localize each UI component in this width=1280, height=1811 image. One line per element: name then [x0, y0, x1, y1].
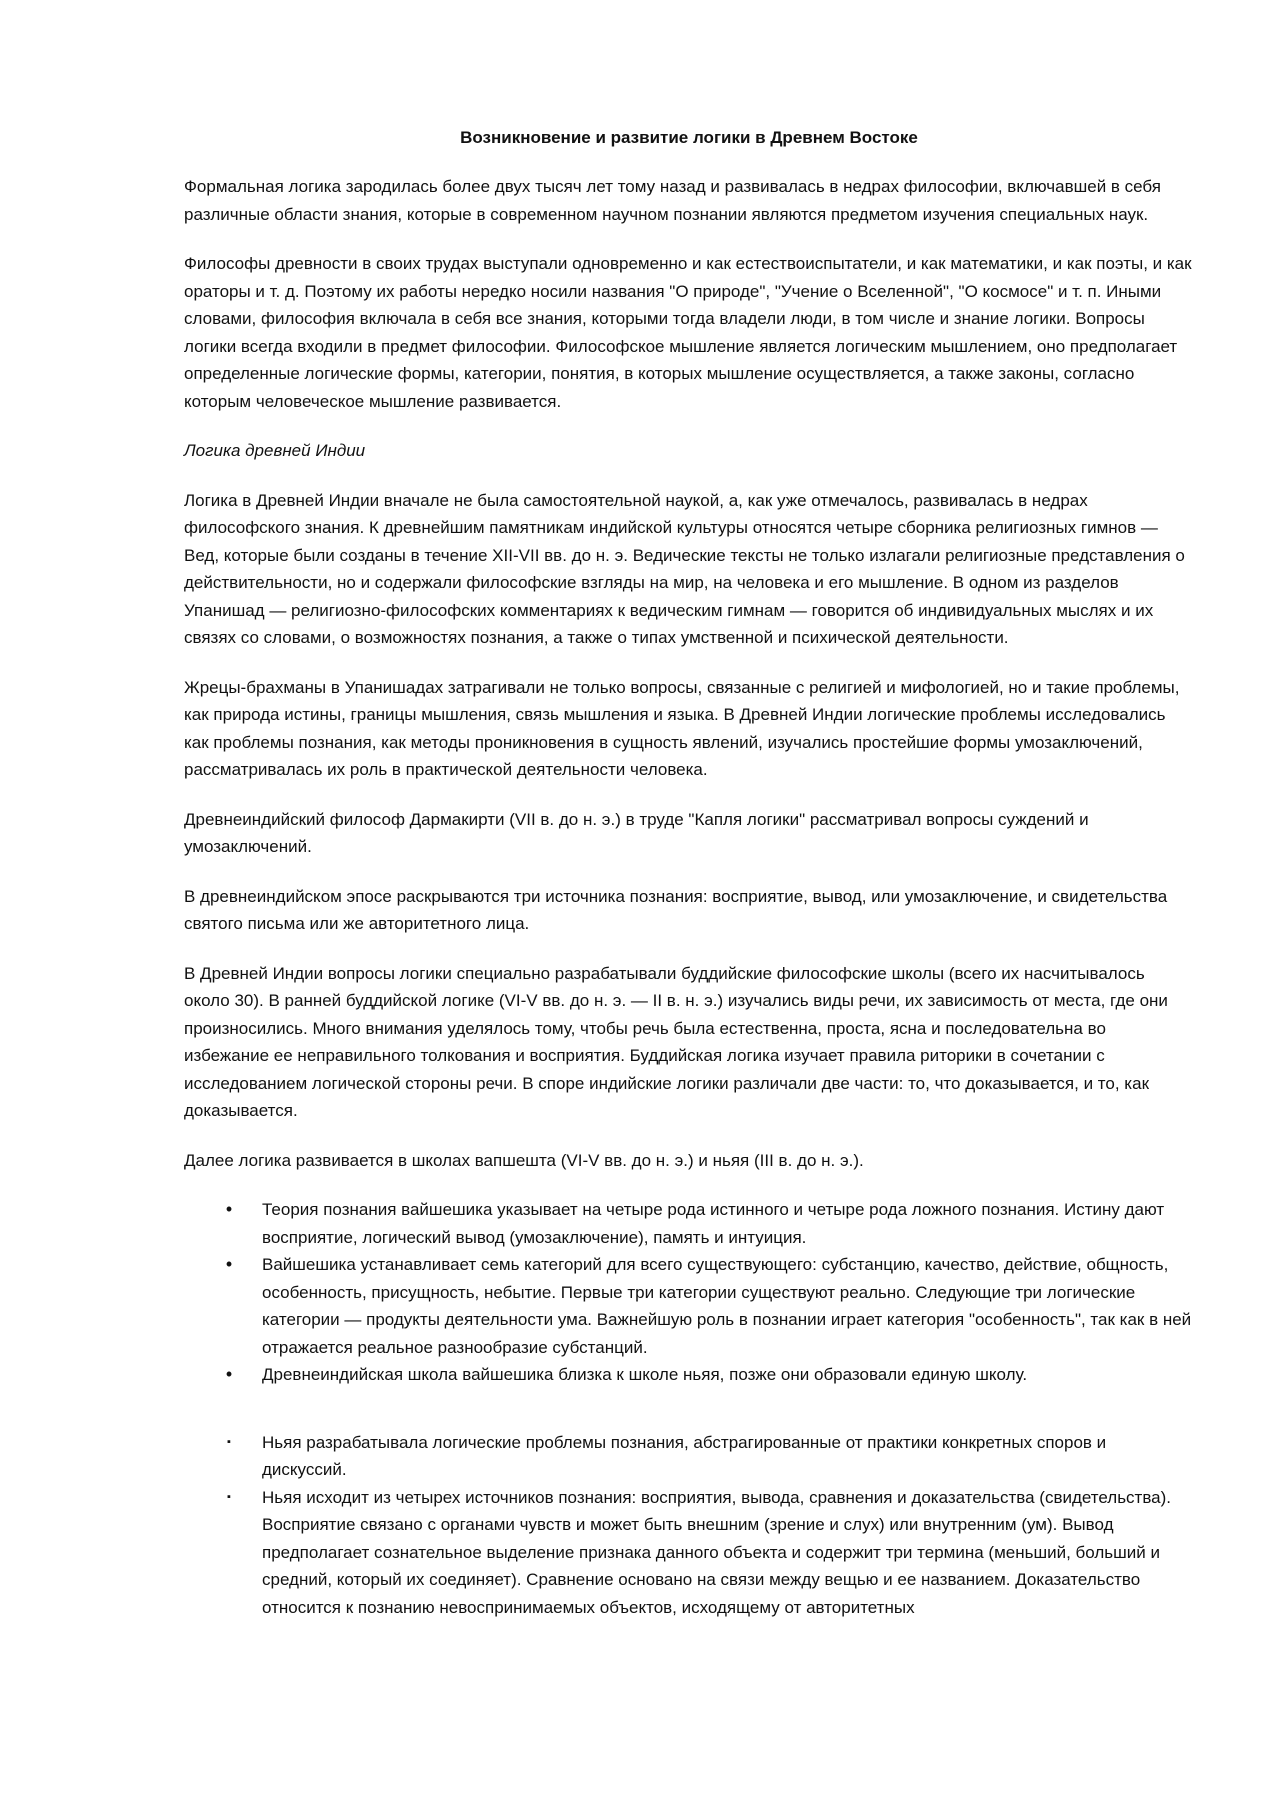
paragraph-intro-2: Философы древности в своих трудах выступали одновременно и как естествоиспытатели, и как математики, и как поэты, и как ораторы и т. д. Поэтому их работы нередко носили названия "О природе", "Учение о Вселенной", "О космосе" и т. п. Иными словами, философия включала в себя все знания, которыми тогда владели люди, в том числе и знание логики. Вопросы логики всегда входили в предмет философии. Философское мышление является логическим мышлением, оно предполагает определенные логические формы, категории, понятия, в которых мышление осуществляется, а также законы, согласно которым человеческое мышление развивается.: [184, 254, 1192, 411]
list-item-text: Древнеиндийская школа вайшешика близка к школе ньяя, позже они образовали единую школу.: [262, 1365, 1028, 1384]
bullet-list-square: [184, 1429, 1194, 1622]
bullet-list-round: [184, 1196, 1194, 1389]
paragraph-section-5: В Древней Индии вопросы логики специально разрабатывали буддийские философские школы (всего их насчитывалось около 30). В ранней буддийской логике (VI-V вв. до н. э. — II в. н. э.) изучались виды речи, их зависимость от места, где они произносились. Много внимания уделялось тому, чтобы речь была естественна, проста, ясна и последовательна во избежание ее неправильного толкования и восприятия. Буддийская логика изучает правила риторики в сочетании с исследованием логической стороны речи. В споре индийские логики различали две части: то, что доказывается, и то, как доказывается.: [184, 963, 1168, 1120]
list-item: [184, 1251, 1194, 1361]
list-item-text: Вайшешика устанавливает семь категорий для всего существующего: субстанцию, качество, действие, общность, особенность, присущность, небытие. Первые три категории существуют реально. Следующие три логические категории — продукты деятельности ума. Важнейшую роль в познании играет категория "особенность", так как в ней отражается реальное разнообразие субстанций.: [262, 1255, 1192, 1357]
bullet-square-icon: ▪: [227, 1435, 231, 1448]
bullet-dot-icon: •: [225, 1199, 233, 1219]
list-item-text: Ньяя исходит из четырех источников познания: восприятия, вывода, сравнения и доказательства (свидетельства). Восприятие связано с органами чувств и может быть внешним (зрение и слух) или внутренним (ум). Вывод предполагает сознательное выделение признака данного объекта и содержит три термина (меньший, больший и средний, который их соединяет). Сравнение основано на связи между вещью и ее названием. Доказательство относится к познанию невоспринимаемых объектов, исходящему от авторитетных: [262, 1487, 1172, 1617]
bullet-square-icon: ▪: [227, 1490, 231, 1503]
paragraph-section-4: В древнеиндийском эпосе раскрываются три источника познания: восприятие, вывод, или умозаключение, и свидетельства святого письма или же авторитетного лица.: [184, 886, 1168, 933]
paragraph-intro-1: Формальная логика зародилась более двух тысяч лет тому назад и развивалась в недрах философии, включавшей в себя различные области знания, которые в современном научном познании являются предметом изучения специальных наук.: [184, 177, 1162, 224]
list-item-text: Ньяя разрабатывала логические проблемы познания, абстрагированные от практики конкретных споров и дискуссий.: [262, 1432, 1107, 1479]
list-item-text: Теория познания вайшешика указывает на четыре рода истинного и четыре рода ложного познания. Истину дают восприятие, логический вывод (умозаключение), память и интуиция.: [262, 1200, 1165, 1247]
paragraph-section-3: Древнеиндийский философ Дармакирти (VII в. до н. э.) в труде "Капля логики" рассматривал вопросы суждений и умозаключений.: [184, 809, 1089, 856]
section-heading: Логика древней Индии: [184, 441, 366, 460]
paragraph-section-6: Далее логика развивается в школах вапшешта (VI-V вв. до н. э.) и ньяя (III в. до н. э.).: [184, 1150, 864, 1170]
bullet-dot-icon: •: [225, 1364, 233, 1384]
list-item: [184, 1429, 1194, 1484]
list-item: [184, 1196, 1194, 1251]
document-page: [184, 124, 1194, 1621]
bullet-dot-icon: •: [225, 1254, 233, 1274]
paragraph-section-2: Жрецы-брахманы в Упанишадах затрагивали не только вопросы, связанные с религией и мифологией, но и такие проблемы, как природа истины, границы мышления, связь мышления и языка. В Древней Индии логические проблемы исследовались как проблемы познания, как методы проникновения в сущность явлений, изучались простейшие формы умозаключений, рассматривалась их роль в практической деятельности человека.: [184, 677, 1180, 779]
list-item: [184, 1484, 1194, 1622]
document-title: Возникновение и развитие логики в Древнем Востоке: [460, 128, 918, 147]
list-item: [184, 1361, 1194, 1389]
paragraph-section-1: Логика в Древней Индии вначале не была самостоятельной наукой, а, как уже отмечалось, развивалась в недрах философского знания. К древнейшим памятникам индийской культуры относятся четыре сборника религиозных гимнов — Вед, которые были созданы в течение XII-VII вв. до н. э. Ведические тексты не только излагали религиозные представления о действительности, но и содержали философские взгляды на мир, на человека и его мышление. В одном из разделов Упанишад — религиозно-философских комментариях к ведическим гимнам — говорится об индивидуальных мыслях и их связях со словами, о возможностях познания, а также о типах умственной и психической деятельности.: [184, 490, 1185, 647]
